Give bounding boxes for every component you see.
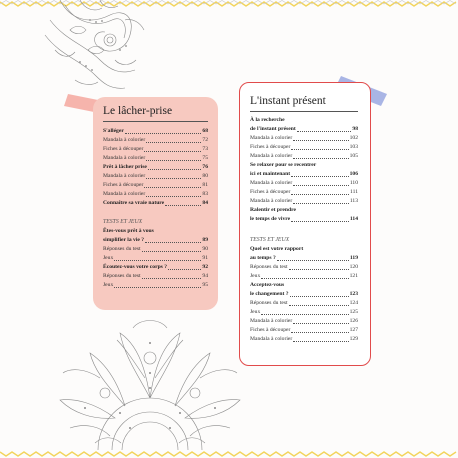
toc-entry[interactable]: Mandala à colorier 83 <box>103 191 208 197</box>
toc-entry[interactable]: Réponses du test 124 <box>250 300 358 306</box>
toc-entry[interactable]: Mandala à colorier 113 <box>250 198 358 204</box>
toc-entry[interactable]: Réponses du test 120 <box>250 264 358 270</box>
toc-entry[interactable]: Mandala à colorier 126 <box>250 318 358 324</box>
toc-entry[interactable]: Écoutez-vous votre corps ? 92 <box>103 264 208 270</box>
toc-entry[interactable]: Ralentir et prendre le temps de vivre 114 <box>250 207 358 222</box>
title-underline <box>250 111 358 112</box>
toc-entry[interactable]: Fiches à découper 127 <box>250 327 358 333</box>
toc-entry[interactable]: Réponses du test 90 <box>103 246 208 252</box>
toc-card-instant-present <box>239 82 371 366</box>
toc-entry[interactable]: S'alléger 68 <box>103 128 208 134</box>
toc-entry[interactable]: À la recherche de l'instant présent 98 <box>250 117 358 132</box>
toc-entry[interactable]: Fiches à découper 111 <box>250 189 358 195</box>
toc-entry[interactable]: Fiches à découper 81 <box>103 182 208 188</box>
toc-entry[interactable]: Mandala à colorier 105 <box>250 153 358 159</box>
toc-entry[interactable]: Jeux 91 <box>103 255 208 261</box>
toc-entry[interactable]: Mandala à colorier 129 <box>250 336 358 342</box>
toc-entry[interactable]: Mandala à colorier 75 <box>103 155 208 161</box>
toc-entry[interactable]: Jeux 95 <box>103 282 208 288</box>
zigzag-border-bottom <box>0 450 458 458</box>
toc-list <box>103 127 208 208</box>
toc-entry[interactable]: Êtes-vous prêt à vous simplifier la vie ? 89 <box>103 228 208 243</box>
toc-entry[interactable]: Jeux 125 <box>250 309 358 315</box>
toc-entry[interactable]: Fiches à découper 73 <box>103 146 208 152</box>
mandala-top-left-illustration <box>40 0 150 100</box>
tests-heading: TESTS ET JEUX <box>250 237 290 243</box>
section-title: L'instant présent <box>250 95 326 107</box>
toc-entry[interactable]: Prêt à lâcher prise 76 <box>103 164 208 170</box>
toc-entry[interactable]: Se relaxer pour se recentrer ici et maintenant 106 <box>250 162 358 177</box>
toc-list <box>250 116 358 224</box>
tests-list <box>250 233 358 344</box>
tests-heading: TESTS ET JEUX <box>103 219 143 225</box>
mandala-bottom-left-illustration <box>55 318 245 450</box>
toc-entry[interactable]: Quel est votre rapport au temps ? 119 <box>250 246 358 261</box>
toc-entry[interactable]: Connaître sa vraie nature 84 <box>103 200 208 206</box>
toc-entry[interactable]: Mandala à colorier 102 <box>250 135 358 141</box>
toc-entry[interactable]: Acceptez-vous le changement ? 123 <box>250 282 358 297</box>
toc-entry[interactable]: Mandala à colorier 80 <box>103 173 208 179</box>
toc-entry[interactable]: Mandala à colorier 110 <box>250 180 358 186</box>
toc-entry[interactable]: Fiches à découper 103 <box>250 144 358 150</box>
toc-entry[interactable]: Réponses du test 94 <box>103 273 208 279</box>
section-title: Le lâcher-prise <box>103 105 173 117</box>
toc-card-lacher-prise <box>93 97 218 310</box>
title-underline <box>103 121 208 122</box>
tests-list <box>103 215 208 290</box>
toc-entry[interactable]: Mandala à colorier 72 <box>103 137 208 143</box>
toc-entry[interactable]: Jeux 121 <box>250 273 358 279</box>
